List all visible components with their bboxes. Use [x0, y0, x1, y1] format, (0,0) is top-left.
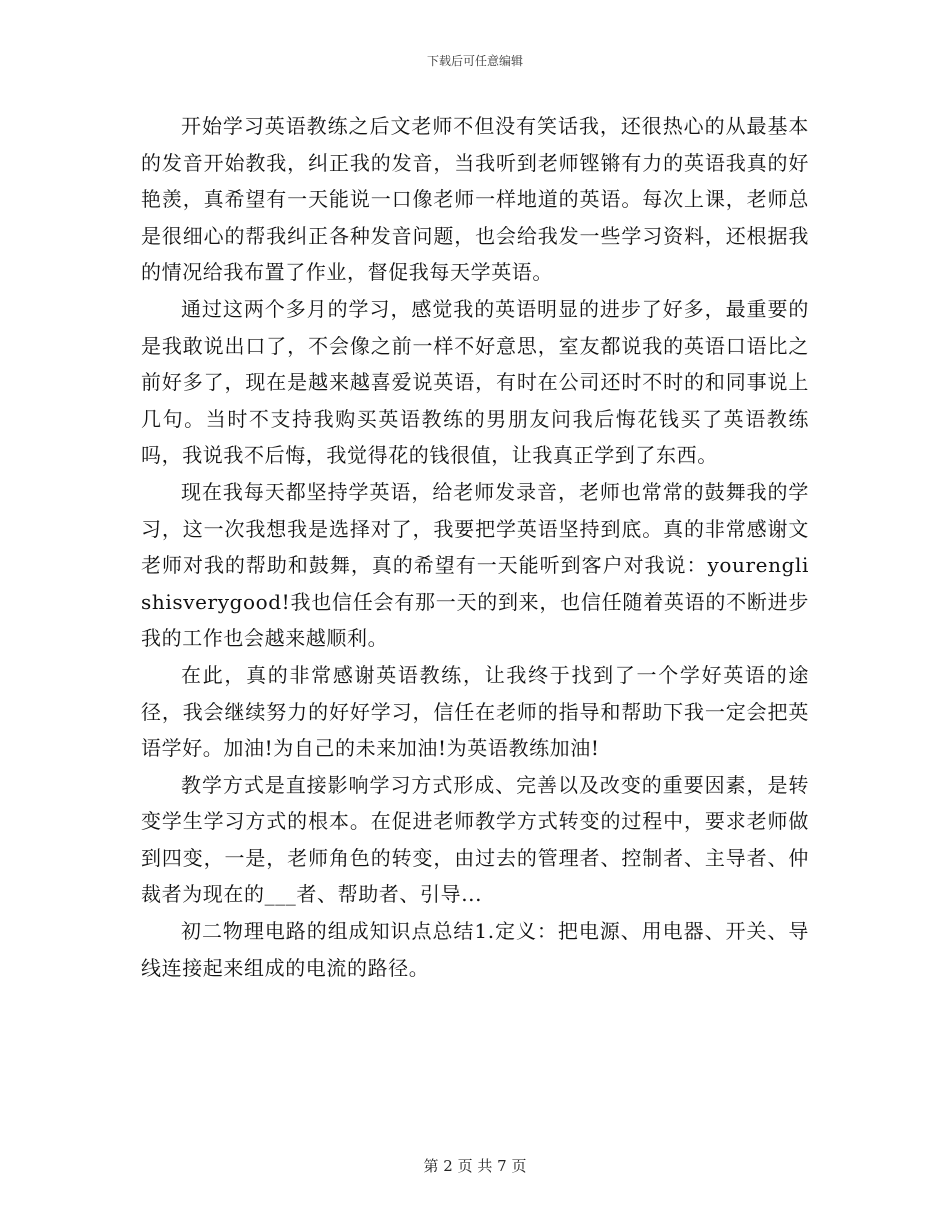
document-body [141, 108, 809, 986]
paragraph: 现在我每天都坚持学英语，给老师发录音，老师也常常的鼓舞我的学习，这一次我想我是选择对了，我要把学英语坚持到底。真的非常感谢文老师对我的帮助和鼓舞，真的希望有一天能听到客户对我说：yourenglishisverygood!我也信任会有那一天的到来，也信任随着英语的不断进步我的工作也会越来越顺利。 [141, 479, 809, 651]
paragraph: 通过这两个多月的学习，感觉我的英语明显的进步了好多，最重要的是我敢说出口了，不会像之前一样不好意思，室友都说我的英语口语比之前好多了，现在是越来越喜爱说英语，有时在公司还时不时的和同事说上几句。当时不支持我购买英语教练的男朋友问我后悔花钱买了英语教练吗，我说我不后悔，我觉得花的钱很值，让我真正学到了东西。 [141, 296, 809, 468]
paragraph: 开始学习英语教练之后文老师不但没有笑话我，还很热心的从最基本的发音开始教我，纠正我的发音，当我听到老师铿锵有力的英语我真的好艳羡，真希望有一天能说一口像老师一样地道的英语。每次上课，老师总是很细心的帮我纠正各种发音问题，也会给我发一些学习资料，还根据我的情况给我布置了作业，督促我每天学英语。 [141, 114, 809, 285]
paragraph: 在此，真的非常感谢英语教练，让我终于找到了一个学好英语的途径，我会继续努力的好好学习，信任在老师的指导和帮助下我一定会把英语学好。加油!为自己的未来加油!为英语教练加油! [141, 662, 809, 761]
page-header: 下载后可任意编辑 [426, 54, 523, 68]
page-number: 第 2 页 共 7 页 [423, 1157, 527, 1175]
paragraph: 教学方式是直接影响学习方式形成、完善以及改变的重要因素，是转变学生学习方式的根本。在促进老师教学方式转变的过程中，要求老师做到四变，一是，老师角色的转变，由过去的管理者、控制者、主导者、仲裁者为现在的___者、帮助者、引导... [141, 772, 809, 907]
paragraph: 初二物理电路的组成知识点总结1.定义：把电源、用电器、开关、导线连接起来组成的电流的路径。 [141, 919, 809, 980]
